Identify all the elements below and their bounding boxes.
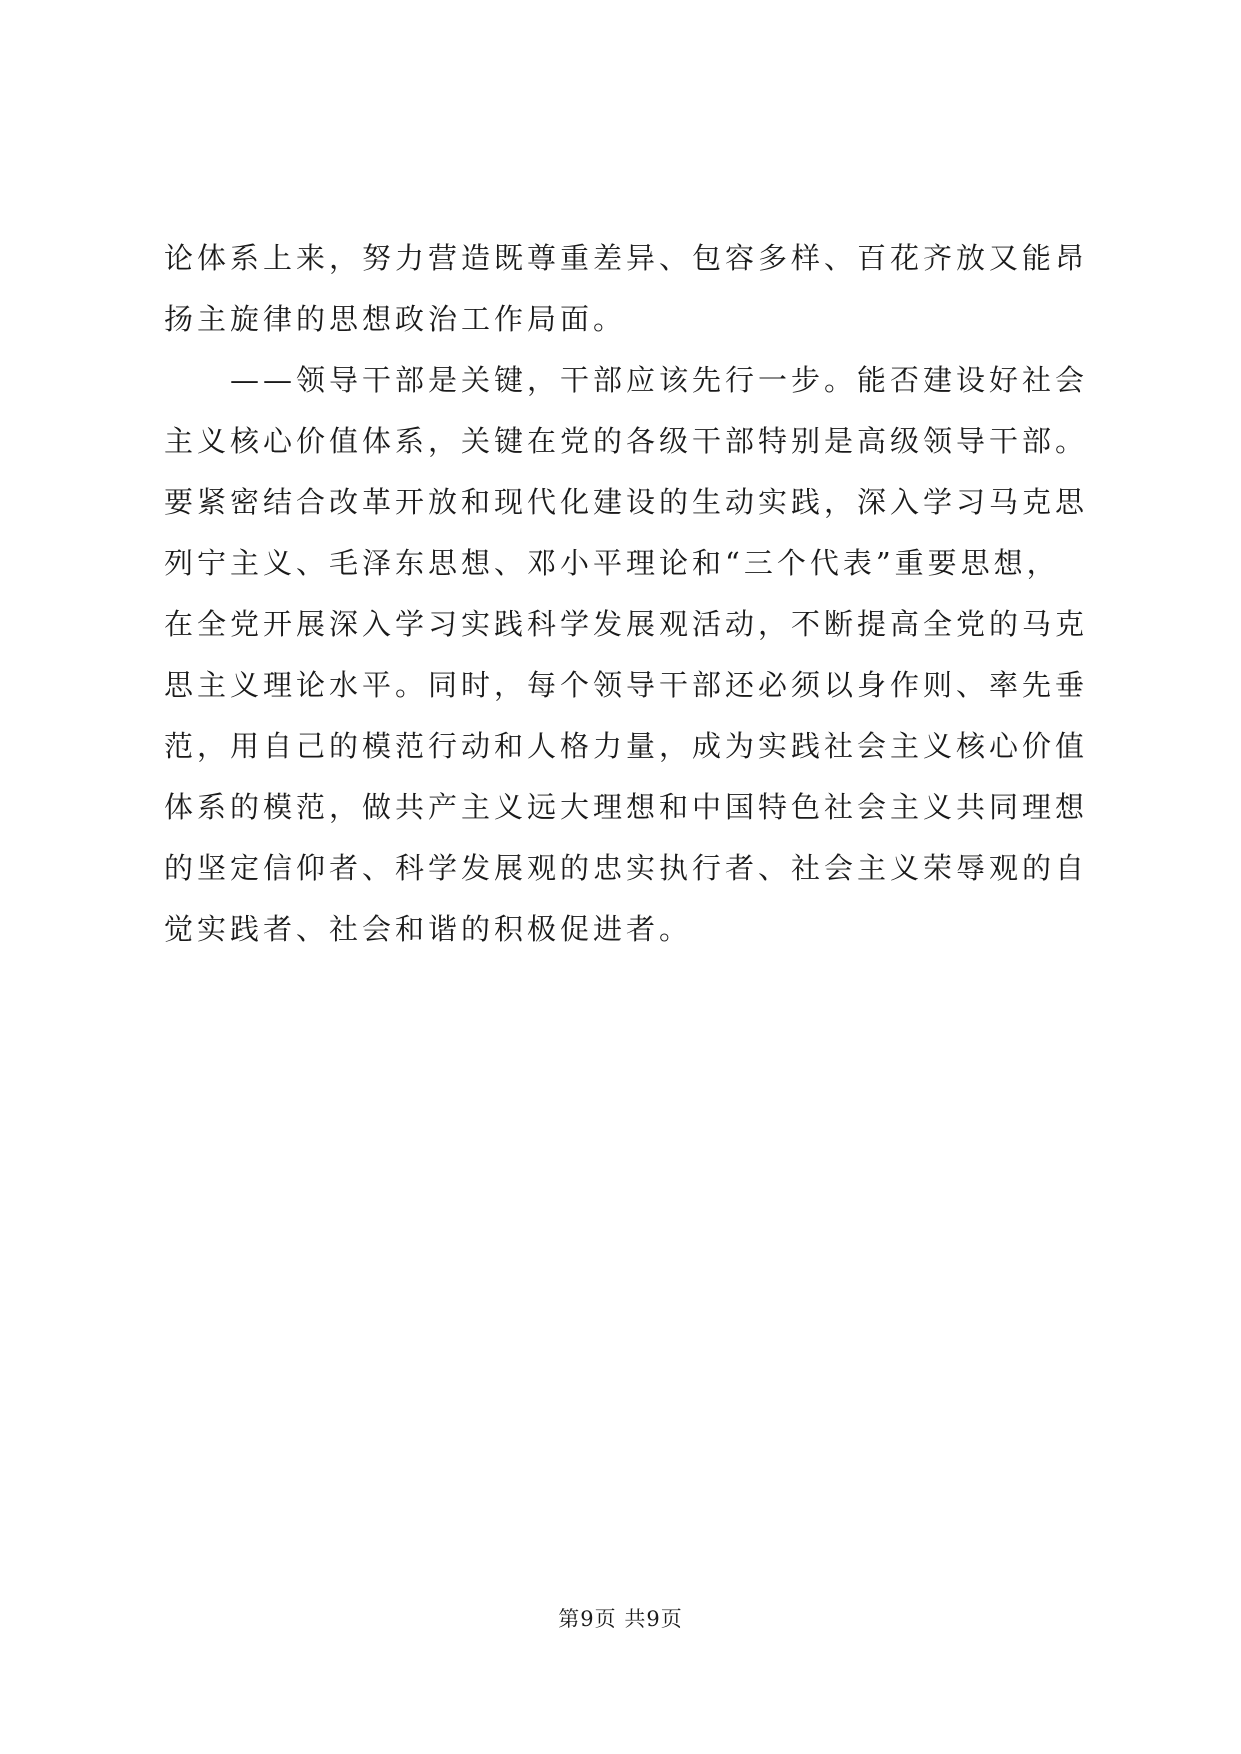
- text-line: 要紧密结合改革开放和现代化建设的生动实践，深入学习马克思: [164, 485, 1089, 519]
- text-line: 思主义理论水平。同时，每个领导干部还必须以身作则、率先垂: [164, 668, 1089, 702]
- body-text: [164, 228, 1089, 960]
- text-line: 体系的模范，做共产主义远大理想和中国特色社会主义共同理想: [164, 790, 1089, 824]
- text-line: 主义核心价值体系，关键在党的各级干部特别是高级领导干部。: [164, 424, 1089, 458]
- text-line: 论体系上来，努力营造既尊重差异、包容多样、百花齐放又能昂: [164, 241, 1089, 275]
- text-line: 扬主旋律的思想政治工作局面。: [164, 302, 627, 336]
- text-line: 觉实践者、社会和谐的积极促进者。: [164, 912, 693, 946]
- text-line: 在全党开展深入学习实践科学发展观活动，不断提高全党的马克: [164, 607, 1089, 641]
- page-footer: [0, 1604, 1241, 1634]
- paragraph-start-line: ——领导干部是关键，干部应该先行一步。能否建设好社会: [230, 363, 1089, 397]
- text-line: 列宁主义、毛泽东思想、邓小平理论和“三个代表”重要思想，: [164, 546, 1060, 580]
- text-line: 的坚定信仰者、科学发展观的忠实执行者、社会主义荣辱观的自: [164, 851, 1089, 885]
- page-number: 第9页 共9页: [558, 1607, 683, 1631]
- text-line: 范，用自己的模范行动和人格力量，成为实践社会主义核心价值: [164, 729, 1089, 763]
